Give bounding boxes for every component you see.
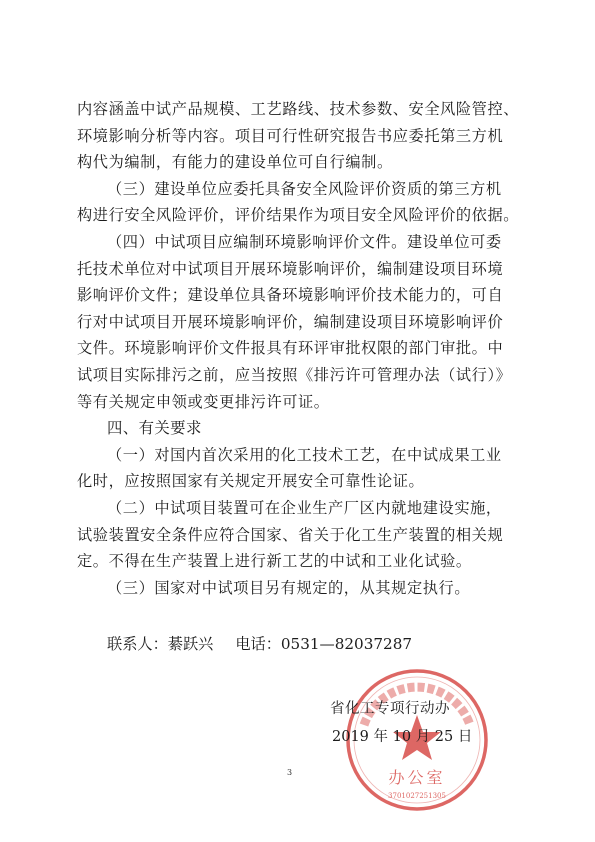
issuer-name: 省化工专项行动办 [330,701,450,717]
seal-center-text: 办公室 [388,768,446,787]
paragraph-line: 构进行安全风险评价，评价结果作为项目安全风险评价的依据。 [77,206,520,225]
contact-person: 联系人：綦跃兴 [107,635,214,653]
paragraph-line: 等有关规定申领或变更排污许可证。 [77,392,330,411]
page-number: 3 [287,768,293,777]
paragraph-line: （四）中试项目应编制环境影响评价文件。建设单位可委 [107,232,502,251]
paragraph-line: （三）建设单位应委托具备安全风险评价资质的第三方机 [107,179,502,198]
section-heading: 四、有关要求 [107,419,202,438]
paragraph-line: （三）国家对中试项目另有规定的，从其规定执行。 [107,578,471,597]
paragraph-line: （二）中试项目装置可在企业生产厂区内就地建设实施， [107,498,502,517]
paragraph-line: 内容涵盖中试产品规模、工艺路线、技术参数、安全风险管控、 [77,100,520,118]
paragraph-line: 托技术单位对中试项目开展环境影响评价，编制建设项目环境 [77,259,504,278]
paragraph-line: 定。不得在生产装置上进行新工艺的中试和工业化试验。 [77,552,472,571]
paragraph-line: 影响评价文件；建设单位具备环境影响评价技术能力的，可自 [77,286,504,305]
paragraph-line: 行对中试项目开展环境影响评价，编制建设项目环境影响评价 [77,312,504,331]
seal-number: 3701027251305 [388,792,446,800]
paragraph-line: 环境影响分析等内容。项目可行性研究报告书应委托第三方机 [77,126,504,145]
paragraph-line: 试验装置安全条件应符合国家、省关于化工生产装置的相关规 [77,525,504,544]
contact-line [107,633,412,654]
contact-phone: 电话：0531—82037287 [235,635,413,653]
body-text [77,96,527,601]
paragraph-line: 文件。环境影响评价文件报具有环评审批权限的部门审批。中 [77,339,504,358]
paragraph-line: 化时，应按照国家有关规定开展安全可靠性论证。 [77,472,425,491]
issue-date: 2019 年 10 月 25 日 [332,729,473,745]
paragraph-line: （一）对国内首次采用的化工技术工艺，在中试成果工业 [107,445,502,464]
paragraph-line: 构代为编制，有能力的建设单位可自行编制。 [77,153,393,172]
paragraph-line: 试项目实际排污之前，应当按照《排污许可管理办法（试行）》 [77,365,512,384]
